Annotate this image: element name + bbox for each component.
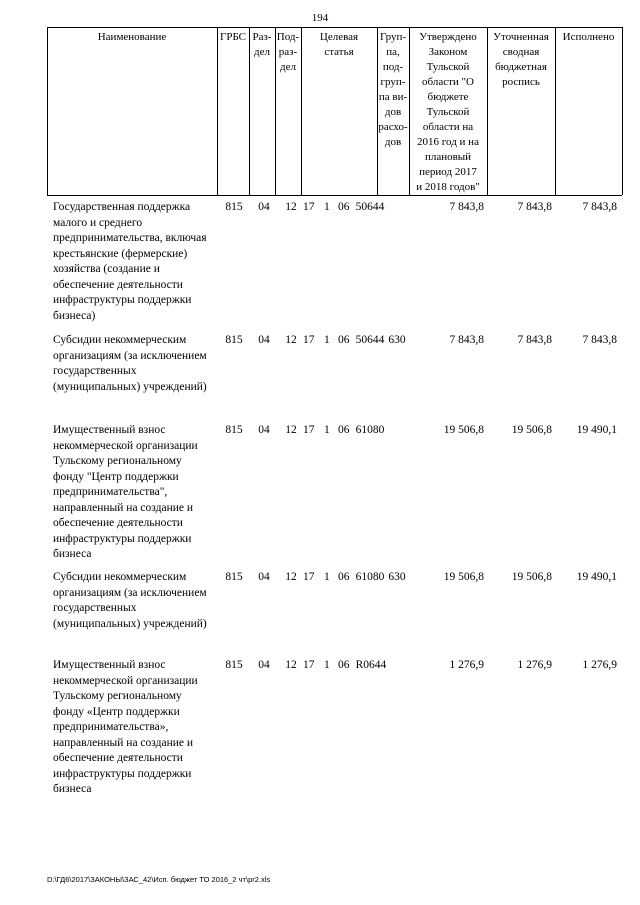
row-razdel: 04: [258, 571, 270, 583]
header-executed: Исполнено: [562, 31, 615, 43]
target-part: 17: [303, 334, 315, 346]
row-grbs: 815: [225, 201, 243, 213]
row-grbs: 815: [225, 424, 243, 436]
target-part: 1: [324, 334, 330, 346]
target-part: 1: [324, 201, 330, 213]
header-target: Целевая статья: [319, 31, 359, 58]
target-part: 06: [338, 424, 350, 436]
target-part: 17: [303, 659, 315, 671]
header-grbs: ГРБС: [219, 31, 247, 43]
row-approved: 19 506,8: [443, 571, 484, 583]
row-refined: 7 843,8: [517, 201, 552, 213]
row-group: 630: [388, 334, 406, 346]
header-bottom-border: [47, 195, 622, 196]
header-podrazdel: Под- раз- дел: [276, 31, 300, 73]
target-part: 61080: [355, 424, 385, 436]
row-executed: 19 490,1: [576, 571, 617, 583]
row-refined: 19 506,8: [511, 424, 552, 436]
table-header: [47, 27, 622, 195]
row-name: Субсидии некоммерческим организациям (за исключением государственных (муниципальных) учреждений): [53, 334, 207, 393]
row-approved: 1 276,9: [449, 659, 484, 671]
page-number: 194: [311, 12, 329, 24]
target-part: R0644: [355, 659, 387, 671]
row-name: Имущественный взнос некоммерческой организации Тульскому региональному фонду "Центр поддержки предпринимательства", направленный на создание и обеспечение деятельности инфраструктуры поддержки бизнеса: [53, 424, 198, 560]
row-approved: 7 843,8: [449, 201, 484, 213]
row-grbs: 815: [225, 571, 243, 583]
row-name: Субсидии некоммерческим организациям (за исключением государственных (муниципальных) учреждений): [53, 571, 207, 630]
row-target: [303, 200, 383, 216]
row-razdel: 04: [258, 201, 270, 213]
row-refined: 1 276,9: [517, 659, 552, 671]
target-part: 06: [338, 659, 350, 671]
target-part: 17: [303, 571, 315, 583]
row-name: Государственная поддержка малого и среднего предпринимательства, включая крестьянские (фермерские) хозяйства (создание и обеспечение деятельности инфраструктуры поддержки бизнеса): [53, 201, 207, 322]
row-executed: 7 843,8: [582, 334, 617, 346]
row-executed: 19 490,1: [576, 424, 617, 436]
row-podrazdel: 12: [285, 659, 297, 671]
target-part: 50644: [355, 201, 385, 213]
row-razdel: 04: [258, 424, 270, 436]
row-refined: 7 843,8: [517, 334, 552, 346]
target-part: 06: [338, 571, 350, 583]
target-part: 17: [303, 201, 315, 213]
row-name: Имущественный взнос некоммерческой организации Тульскому региональному фонду «Центр поддержки предпринимательства», направленный на создание и обеспечение деятельности инфраструктуры поддержки бизнеса: [53, 659, 198, 795]
header-top-border: [47, 27, 622, 28]
row-approved: 7 843,8: [449, 334, 484, 346]
target-part: 50644: [355, 334, 385, 346]
target-part: 1: [324, 571, 330, 583]
header-razdel: Раз- дел: [252, 31, 272, 58]
row-target: [303, 423, 383, 439]
header-name: Наименование: [97, 31, 167, 43]
target-part: 61080: [355, 571, 385, 583]
row-refined: 19 506,8: [511, 571, 552, 583]
column-divider: [47, 27, 48, 195]
row-podrazdel: 12: [285, 334, 297, 346]
column-divider: [217, 27, 218, 195]
row-razdel: 04: [258, 334, 270, 346]
row-podrazdel: 12: [285, 424, 297, 436]
row-target: [303, 658, 387, 674]
row-executed: 7 843,8: [582, 201, 617, 213]
row-group: 630: [388, 571, 406, 583]
column-divider: [622, 27, 623, 195]
row-target: [303, 570, 383, 586]
target-part: 1: [324, 659, 330, 671]
header-approved: Утверждено Законом Тульской области "О бюджете Тульской области на 2016 год и на плановый период 2017 и 2018 годов": [416, 31, 480, 193]
row-razdel: 04: [258, 659, 270, 671]
row-approved: 19 506,8: [443, 424, 484, 436]
target-part: 1: [324, 424, 330, 436]
header-group: Груп- па, под- груп- па ви- дов расхо- дов: [378, 31, 408, 148]
row-podrazdel: 12: [285, 571, 297, 583]
row-executed: 1 276,9: [582, 659, 617, 671]
row-grbs: 815: [225, 334, 243, 346]
footer-file-path: D:\ГД6\2017\ЗАКОНЫ\ЗАС_42\Исп. бюджет ТО 2016_2 чт\pr2.xls: [47, 875, 271, 884]
row-target: [303, 333, 383, 349]
row-grbs: 815: [225, 659, 243, 671]
header-refined: Уточненная сводная бюджетная роспись: [493, 31, 549, 88]
column-divider: [555, 27, 556, 195]
target-part: 06: [338, 334, 350, 346]
target-part: 06: [338, 201, 350, 213]
target-part: 17: [303, 424, 315, 436]
row-podrazdel: 12: [285, 201, 297, 213]
